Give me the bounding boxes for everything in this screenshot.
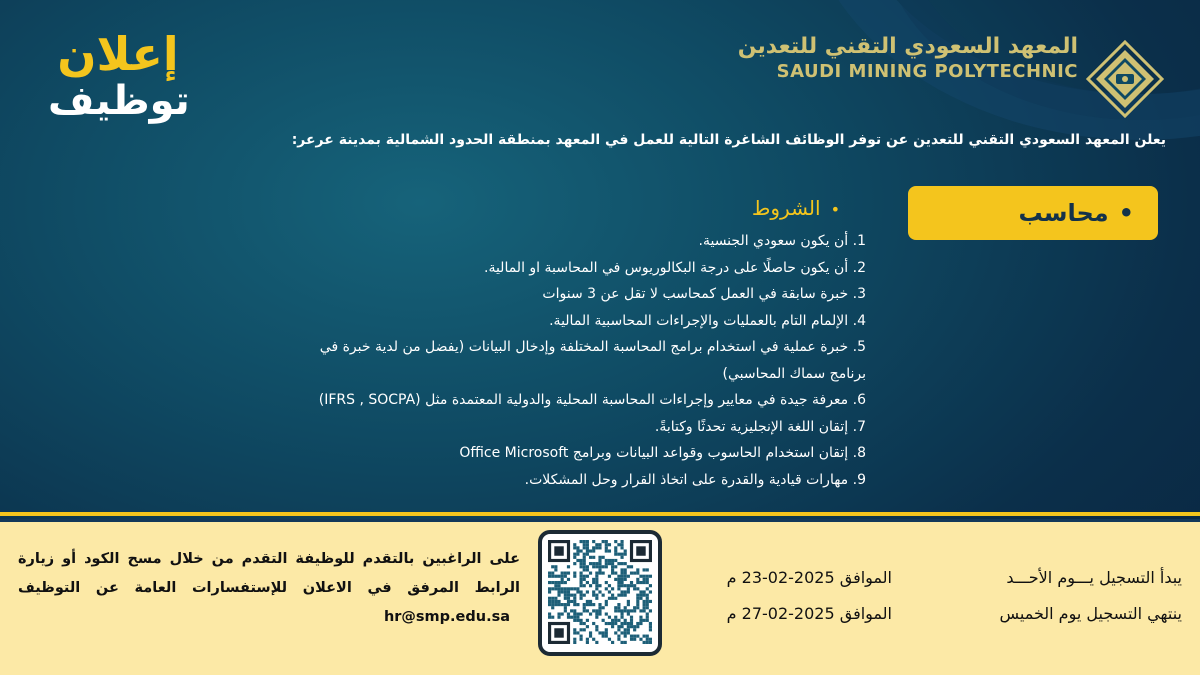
requirement-item: 2. أن يكون حاصلًا على درجة البكالوريوس في المحاسبة او المالية.: [484, 259, 866, 276]
brand-name: [738, 34, 1078, 82]
requirement-item: 4. الإلمام التام بالعمليات والإجراءات المحاسبية المالية.: [549, 312, 866, 329]
start-date: الموافق 2025-02-23 م: [726, 568, 892, 587]
contact-email[interactable]: hr@smp.edu.sa: [383, 609, 510, 625]
requirements-list: [176, 228, 866, 493]
intro-text: يعلن المعهد السعودي التقني للتعدين عن توفر الوظائف الشاغرة التالية للعمل في المعهد بمنطقة الحدود الشمالية بمدينة عرعر:: [291, 132, 1166, 148]
diamond-emblem-icon: [1086, 40, 1164, 118]
brand-name-english: SAUDI MINING POLYTECHNIC: [776, 61, 1078, 82]
requirement-item: 3. خبرة سابقة في العمل كمحاسب لا تقل عن 3 سنوات: [542, 286, 866, 302]
requirement-item: 6. معرفة جيدة في معايير وإجراءات المحاسبة المحلية والدولية المعتمدة مثل (IFRS , SOCPA): [318, 392, 866, 408]
requirement-item: 5. خبرة عملية في استخدام برامج المحاسبة المختلفة وإدخال البيانات (يفضل من لدية خبرة في: [319, 339, 866, 355]
conditions-heading: • الشروط: [720, 196, 840, 220]
requirement-item: 7. إتقان اللغة الإنجليزية تحدثًا وكتابةً.: [654, 418, 866, 435]
registration-labels: [920, 560, 1182, 632]
brand-name-arabic: المعهد السعودي التقني للتعدين: [737, 34, 1078, 59]
requirement-item: 8. إتقان استخدام الحاسوب وقواعد البيانات وبرامج Office Microsoft: [459, 445, 866, 461]
registration-dates: [692, 560, 892, 632]
qr-code-icon[interactable]: [538, 530, 662, 656]
requirement-item: 1. أن يكون سعودي الجنسية.: [698, 233, 866, 249]
announcement-word: إعلان: [57, 27, 179, 81]
divider-stripe: [0, 512, 1200, 516]
job-title-badge: [908, 186, 1158, 240]
job-title: • محاسب: [1018, 199, 1158, 227]
registration-start-label: يبدأ التسجيل يـــوم الأحـــد: [1006, 568, 1182, 587]
requirement-item: برنامج سماك المحاسبي): [722, 365, 866, 382]
employment-word: توظيف: [48, 78, 190, 125]
requirement-item: 9. مهارات قيادية والقدرة على اتخاذ القرار وحل المشكلات.: [524, 471, 866, 488]
announcement-heading: [48, 27, 190, 125]
apply-text: على الراغبين بالتقدم للوظيفة التقدم من خلال مسح الكود أو زيارة الرابط المرفق في الاعلان للإستفسارات العامة عن التوظيف: [18, 551, 520, 596]
end-date: الموافق 2025-02-27 م: [726, 604, 892, 623]
apply-instructions: [18, 545, 520, 632]
registration-end-label: ينتهي التسجيل يوم الخميس: [999, 604, 1182, 623]
